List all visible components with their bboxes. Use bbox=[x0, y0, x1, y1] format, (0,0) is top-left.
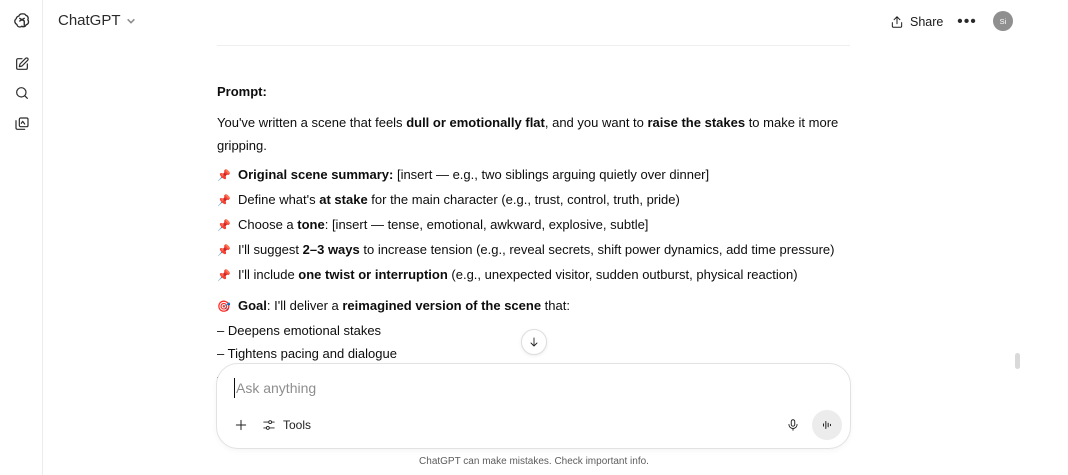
item-bold: tone bbox=[297, 217, 325, 232]
pin-icon: 📌 bbox=[217, 170, 231, 182]
openai-logo-icon[interactable] bbox=[11, 10, 33, 32]
list-item bbox=[217, 238, 857, 263]
list-item bbox=[217, 163, 857, 188]
assistant-message bbox=[217, 80, 857, 370]
item-bold: Original scene summary: bbox=[238, 167, 394, 182]
item-text: I'll suggest bbox=[238, 242, 303, 257]
arrow-down-icon bbox=[528, 336, 540, 348]
sidebar-rail bbox=[0, 0, 43, 475]
scrollbar[interactable] bbox=[1015, 353, 1020, 369]
more-icon[interactable]: ••• bbox=[957, 13, 977, 30]
item-text: : [insert — tense, emotional, awkward, explosive, subtle] bbox=[324, 217, 649, 232]
item-bold: one twist or interruption bbox=[298, 267, 448, 282]
item-text: to increase tension (e.g., reveal secrets, shift power dynamics, add time pressure) bbox=[359, 242, 835, 257]
item-text: Choose a bbox=[238, 217, 298, 232]
item-text: I'll include bbox=[238, 267, 299, 282]
intro-text: , and you want to bbox=[544, 115, 648, 130]
prompt-input[interactable] bbox=[234, 378, 794, 398]
goal-point: – Deepens emotional stakes bbox=[217, 323, 382, 338]
item-text: Define what's bbox=[238, 192, 320, 207]
tools-icon bbox=[262, 418, 276, 432]
pin-icon: 📌 bbox=[217, 245, 231, 257]
model-name: ChatGPT bbox=[58, 12, 121, 29]
list-item bbox=[217, 213, 857, 238]
avatar[interactable]: Si bbox=[993, 11, 1013, 31]
list-item bbox=[217, 263, 857, 288]
voice-mode-button[interactable] bbox=[812, 410, 842, 440]
intro-text: You've written a scene that feels bbox=[217, 115, 407, 130]
top-bar bbox=[43, 0, 1024, 44]
mic-icon bbox=[786, 418, 800, 432]
goal-text: : I'll deliver a bbox=[266, 298, 343, 313]
plus-icon bbox=[234, 418, 248, 432]
scroll-to-bottom-button[interactable] bbox=[521, 329, 547, 355]
target-icon: 🎯 bbox=[217, 301, 231, 313]
tools-label: Tools bbox=[283, 418, 312, 432]
list-item bbox=[217, 188, 857, 213]
new-chat-icon[interactable] bbox=[11, 53, 33, 75]
goal-bold: Goal bbox=[238, 298, 267, 313]
model-selector[interactable] bbox=[58, 12, 136, 29]
goal-text: that: bbox=[541, 298, 570, 313]
voice-mode-icon bbox=[820, 418, 834, 432]
item-bold: at stake bbox=[319, 192, 368, 207]
pin-icon: 📌 bbox=[217, 270, 231, 282]
prompt-label: Prompt: bbox=[217, 84, 267, 99]
share-label: Share bbox=[910, 15, 944, 29]
dictate-button[interactable] bbox=[783, 415, 803, 435]
intro-text: to make it more gripping. bbox=[217, 115, 839, 153]
goal-line bbox=[217, 294, 857, 319]
item-text: for the main character (e.g., trust, control, truth, pride) bbox=[367, 192, 680, 207]
intro-paragraph bbox=[217, 111, 857, 157]
share-button[interactable] bbox=[890, 11, 943, 33]
divider bbox=[217, 45, 850, 46]
disclaimer: ChatGPT can make mistakes. Check important info. bbox=[419, 456, 649, 467]
intro-bold: raise the stakes bbox=[647, 115, 746, 130]
item-text: [insert — e.g., two siblings arguing quietly over dinner] bbox=[393, 167, 710, 182]
share-icon bbox=[890, 15, 904, 29]
pin-icon: 📌 bbox=[217, 195, 231, 207]
tools-button[interactable] bbox=[262, 415, 311, 435]
intro-bold: dull or emotionally flat bbox=[406, 115, 545, 130]
add-attachment-button[interactable] bbox=[231, 415, 251, 435]
pin-icon: 📌 bbox=[217, 220, 231, 232]
chevron-down-icon bbox=[126, 16, 136, 26]
item-bold: 2–3 ways bbox=[302, 242, 360, 257]
library-icon[interactable] bbox=[11, 113, 33, 135]
composer bbox=[216, 363, 851, 449]
goal-point: – Tightens pacing and dialogue bbox=[217, 346, 397, 361]
item-text: (e.g., unexpected visitor, sudden outburst, physical reaction) bbox=[447, 267, 798, 282]
goal-bold: reimagined version of the scene bbox=[342, 298, 542, 313]
search-icon[interactable] bbox=[11, 82, 33, 104]
